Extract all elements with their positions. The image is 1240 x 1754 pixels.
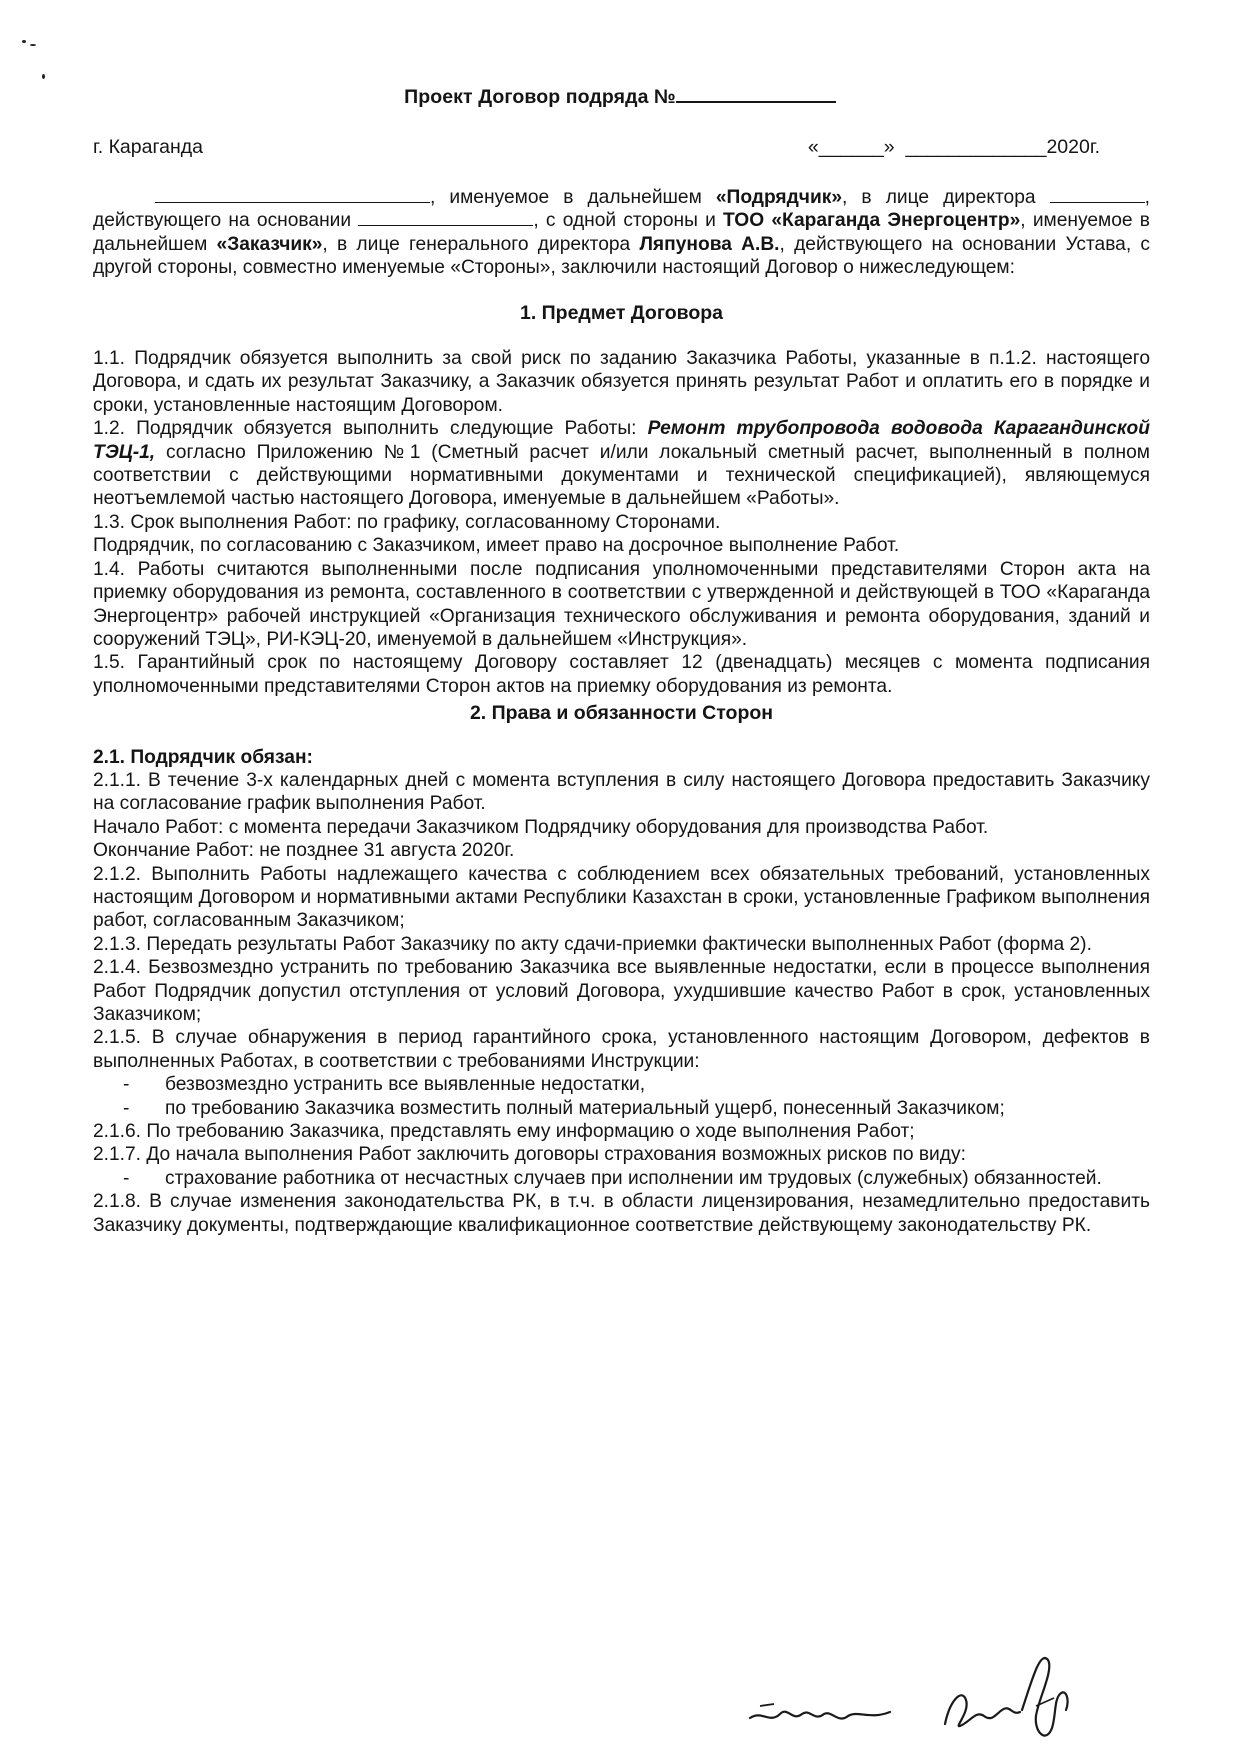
clause-1-3-note: Подрядчик, по согласованию с Заказчиком, имеет право на досрочное выполнение Работ. [93, 535, 900, 557]
intro-text: , именуемое в дальнейшем [93, 210, 1150, 255]
clause-2-1-3: 2.1.3. Передать результаты Работ Заказчику по акту сдачи-приемки фактически выполненных Работ (форма 2). [93, 933, 1092, 955]
customer-company-name: ТОО «Караганда Энергоцентр» [723, 210, 1021, 232]
clause-2-1-7: 2.1.7. До начала выполнения Работ заключить договоры страхования возможных рисков по виду: [93, 1144, 966, 1166]
signature-right [945, 1658, 1068, 1736]
clause-1-4: 1.4. Работы считаются выполненными после подписания уполномоченными представителями Сторон акта на приемку оборудования из ремонта, составленного в соответствии с утвержденной и действующей в ТОО «Караганда Энергоцентр» рабочей инструкцией «Организация технического обслуживания и ремонта оборудования, зданий и сооружений ТЭЦ», РИ-КЭЦ-20, именуемой в дальнейшем «Инструкция». [93, 558, 1150, 650]
clause-text: согласно Приложению №1 (Сметный расчет и/или локальный сметный расчет, выполненный в полном соответствии с действующими нормативными документами и технической спецификацией), являющемуся неотъемлемой частью настоящего Договора, именуемые в дальнейшем «Работы». [93, 441, 1150, 510]
list-item [93, 1167, 1150, 1190]
director-name: Ляпунова А.В. [639, 233, 780, 255]
intro-text: , действующего на основании [93, 187, 1150, 232]
list-dash: - [123, 1167, 130, 1189]
list-item-text: по требованию Заказчика возместить полный материальный ущерб, понесенный Заказчиком; [165, 1097, 1005, 1119]
intro-text: , действующего на основании Устава, с другой стороны, совместно именуемые «Стороны», заключили настоящий Договор о нижеследующем: [93, 233, 1150, 279]
list-item-text: страхование работника от несчастных случаев при исполнении им трудовых (служебных) обязанностей. [165, 1167, 1102, 1189]
director-name-blank [1050, 186, 1145, 203]
scan-mark [30, 44, 36, 46]
intro-paragraph [93, 186, 1150, 280]
section-1-title: 1. Предмет Договора [519, 301, 724, 324]
list-item [93, 1073, 1150, 1096]
scan-mark [42, 74, 45, 79]
clause-2-1-title: 2.1. Подрядчик обязан: [93, 746, 313, 768]
contractor-name-blank [155, 186, 430, 203]
intro-text: , именуемое в дальнейшем [430, 187, 716, 208]
clause-2-1-8: 2.1.8. В случае изменения законодательства РК, в т.ч. в области лицензирования, незамедлительно предоставить Заказчику документы, подтверждающие квалификационное соответствие действующему законодательству РК. [93, 1191, 1150, 1236]
handwritten-signatures [740, 1640, 1160, 1750]
scan-mark [22, 40, 26, 43]
date-line: «______» _____________2020г. [807, 136, 1100, 158]
document-body [93, 186, 1150, 1237]
clause-1-3: 1.3. Срок выполнения Работ: по графику, согласованному Сторонами. [93, 511, 721, 533]
signature-left [750, 1712, 890, 1719]
contract-number-blank [676, 83, 836, 103]
works-start: Начало Работ: с момента передачи Заказчиком Подрядчику оборудования для производства Работ. [93, 816, 989, 838]
clause-2-1-6: 2.1.6. По требованию Заказчика, представлять ему информацию о ходе выполнения Работ; [93, 1121, 915, 1143]
contractor-term: «Подрядчик» [715, 187, 843, 208]
list-dash: - [123, 1074, 130, 1096]
customer-term: «Заказчик» [216, 233, 323, 255]
works-end: Окончание Работ: не позднее 31 августа 2020г. [93, 840, 515, 862]
city: г. Караганда [93, 136, 203, 158]
list-item [93, 1097, 1150, 1120]
clause-text: 1.2. Подрядчик обязуется выполнить следующие Работы: [93, 418, 648, 440]
intro-text: , в лице директора [842, 187, 1050, 208]
clause-1-1: 1.1. Подрядчик обязуется выполнить за свой риск по заданию Заказчика Работы, указанные в п.1.2. настоящего Договора, и сдать их результат Заказчику, а Заказчик обязуется принять результат Работ и оплатить его в порядке и сроки, установленные настоящим Договором. [93, 348, 1150, 416]
clause-2-1-1: 2.1.1. В течение 3-х календарных дней с момента вступления в силу настоящего Договора предоставить Заказчику на согласование график выполнения Работ. [93, 769, 1150, 815]
section-2-title: 2. Права и обязанности Сторон [469, 702, 774, 725]
clause-2-1-2: 2.1.2. Выполнить Работы надлежащего качества с соблюдением всех обязательных требований, установленных настоящим Договором и нормативными актами Республики Казахстан в сроки, установленные Графиком выполнения работ, согласованным Заказчиком; [93, 863, 1150, 932]
list-item-text: безвозмездно устранить все выявленные недостатки, [165, 1074, 646, 1096]
document-title [0, 83, 1240, 109]
list-dash: - [123, 1097, 130, 1119]
basis-blank [358, 209, 533, 226]
intro-text: , в лице генерального директора [322, 233, 640, 255]
document-title-text: Проект Договор подряда № [404, 86, 676, 108]
works-name: Ремонт трубопровода водовода Карагандинской ТЭЦ-1, [93, 418, 1150, 463]
clause-2-1-5: 2.1.5. В случае обнаружения в период гарантийного срока, установленного настоящим Договором, дефектов в выполненных Работах, в соответствии с требованиями Инструкции: [93, 1027, 1150, 1072]
clause-1-2 [93, 417, 1150, 511]
clause-1-5: 1.5. Гарантийный срок по настоящему Договору составляет 12 (двенадцать) месяцев с момента подписания уполномоченными представителями Сторон актов на приемку оборудования из ремонта. [93, 652, 1150, 697]
clause-2-1-4: 2.1.4. Безвозмездно устранить по требованию Заказчика все выявленные недостатки, если в процессе выполнения Работ Подрядчик допустил отступления от условий Договора, ухудшившие качество Работ в срок, установленных Заказчиком; [93, 957, 1150, 1025]
intro-text: , с одной стороны и [533, 210, 724, 232]
